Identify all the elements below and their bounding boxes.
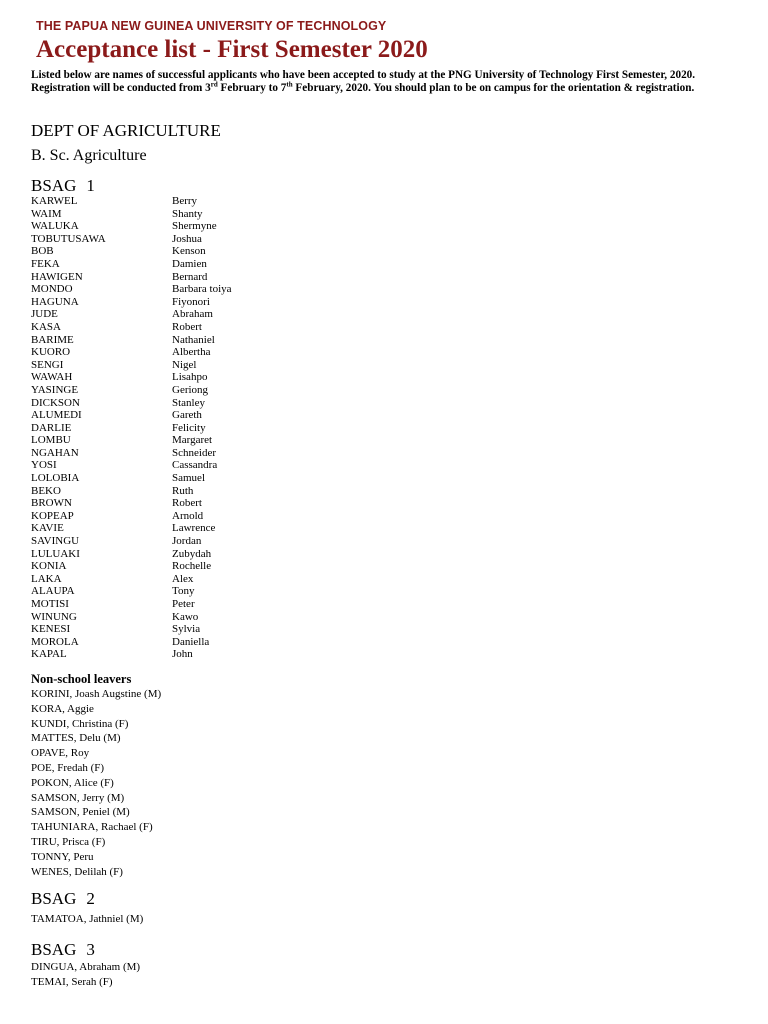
student-first-name: Albertha <box>172 346 211 359</box>
student-surname: WINUNG <box>31 610 77 623</box>
student-surname: MOTISI <box>31 598 69 610</box>
student-surname: BARIME <box>31 333 74 346</box>
department-heading: DEPT OF AGRICULTURE <box>31 121 221 140</box>
student-surname: JUDE <box>31 308 58 321</box>
student-surname: SENGI <box>31 358 64 371</box>
student-row <box>31 409 291 422</box>
student-row <box>31 636 291 649</box>
student-first-name: John <box>172 648 193 661</box>
group-number: 1 <box>86 176 95 195</box>
student-surname: MOROLA <box>31 635 79 648</box>
student-row <box>31 510 291 523</box>
group-label: BSAG <box>31 176 77 195</box>
student-row <box>31 233 291 246</box>
student-surname: LAKA <box>31 572 62 585</box>
list-item: TEMAI, Serah (F) <box>31 975 113 988</box>
student-surname: ALUMEDI <box>31 409 82 422</box>
student-first-name: Joshua <box>172 232 202 245</box>
student-first-name: Schneider <box>172 446 216 459</box>
student-surname: KENESI <box>31 623 71 636</box>
student-row <box>31 208 291 221</box>
list-item: KORINI, Joash Augstine (M) <box>31 688 162 700</box>
student-surname: KARWEL <box>31 195 78 207</box>
student-surname: LOLOBIA <box>31 472 80 485</box>
group-label: BSAG <box>31 940 77 959</box>
student-row <box>31 485 291 498</box>
student-first-name: Nathaniel <box>172 333 215 346</box>
student-row <box>31 422 291 435</box>
student-surname: HAGUNA <box>31 295 79 308</box>
student-row <box>31 598 291 611</box>
student-first-name: Shermyne <box>172 220 217 233</box>
student-row <box>31 623 291 636</box>
student-first-name: Stanley <box>172 396 205 409</box>
student-row <box>31 497 291 510</box>
student-first-name: Berry <box>172 195 198 207</box>
student-first-name: Bernard <box>172 270 208 283</box>
student-row <box>31 195 291 208</box>
bsag1-heading <box>31 176 95 196</box>
student-row <box>31 321 291 334</box>
list-item: MATTES, Delu (M) <box>31 732 121 745</box>
student-row <box>31 220 291 233</box>
student-first-name: Kenson <box>172 245 206 258</box>
student-surname: FEKA <box>31 257 60 270</box>
list-item: WENES, Delilah (F) <box>31 865 123 878</box>
list-item: DINGUA, Abraham (M) <box>31 961 141 973</box>
student-first-name: Nigel <box>172 358 197 371</box>
student-first-name: Jordan <box>172 535 202 548</box>
intro-line-2-part-a: Registration will be conducted from 3 <box>31 82 211 94</box>
intro-line-2-part-b: February to 7 <box>217 82 287 94</box>
non-school-leavers-heading: Non-school leavers <box>31 672 132 686</box>
superscript-rd: rd <box>210 80 218 89</box>
student-surname: BEKO <box>31 484 61 497</box>
student-first-name: Felicity <box>172 421 206 434</box>
list-item: KUNDI, Christina (F) <box>31 717 129 730</box>
student-surname: KASA <box>31 320 61 333</box>
student-first-name: Zubydah <box>172 547 212 560</box>
student-first-name: Fiyonori <box>172 295 210 308</box>
group-label: BSAG <box>31 889 77 908</box>
student-first-name: Arnold <box>172 509 204 522</box>
group-number: 3 <box>86 940 95 959</box>
student-row <box>31 548 291 561</box>
student-surname: TOBUTUSAWA <box>31 232 106 245</box>
non-school-leavers-list <box>31 687 161 879</box>
program-heading: B. Sc. Agriculture <box>31 147 147 164</box>
student-row <box>31 459 291 472</box>
bsag3-heading <box>31 940 95 960</box>
student-surname: WALUKA <box>31 220 79 233</box>
student-surname: KOPEAP <box>31 509 74 522</box>
student-row <box>31 522 291 535</box>
student-surname: KONIA <box>31 560 67 573</box>
superscript-th: th <box>286 80 293 89</box>
university-name: THE PAPUA NEW GUINEA UNIVERSITY OF TECHNOLOGY <box>36 19 387 33</box>
student-row <box>31 384 291 397</box>
student-first-name: Robert <box>172 320 202 333</box>
list-item: TAMATOA, Jathniel (M) <box>31 913 144 925</box>
list-item: SAMSON, Jerry (M) <box>31 791 125 804</box>
bsag3-student-list <box>31 960 140 990</box>
student-surname: WAWAH <box>31 371 73 384</box>
list-item: POE, Fredah (F) <box>31 761 105 774</box>
student-row <box>31 573 291 586</box>
student-first-name: Robert <box>172 497 202 510</box>
student-first-name: Damien <box>172 257 207 270</box>
student-surname: MONDO <box>31 283 73 296</box>
intro-line-1: Listed below are names of successful applicants who have been accepted to study at the PNG University of Technology First Semester, 2020. <box>31 69 696 81</box>
student-first-name: Shanty <box>172 207 203 220</box>
student-surname: LOMBU <box>31 434 71 447</box>
bsag2-student-list <box>31 913 143 925</box>
student-first-name: Gareth <box>172 409 202 422</box>
student-row <box>31 472 291 485</box>
student-surname: WAIM <box>31 207 62 220</box>
student-row <box>31 585 291 598</box>
student-surname: KAPAL <box>31 648 67 661</box>
student-row <box>31 648 291 661</box>
student-row <box>31 535 291 548</box>
student-first-name: Barbara toiya <box>172 283 232 296</box>
list-item: POKON, Alice (F) <box>31 776 114 789</box>
student-row <box>31 611 291 624</box>
student-row <box>31 560 291 573</box>
page-title: Acceptance list - First Semester 2020 <box>36 36 428 63</box>
student-surname: NGAHAN <box>31 446 79 459</box>
student-row <box>31 447 291 460</box>
student-surname: ALAUPA <box>31 585 75 598</box>
student-row <box>31 346 291 359</box>
student-first-name: Rochelle <box>172 560 212 573</box>
student-surname: LULUAKI <box>31 547 80 560</box>
student-row <box>31 397 291 410</box>
student-first-name: Sylvia <box>172 623 201 636</box>
list-item: OPAVE, Roy <box>31 747 90 760</box>
intro-line-2-part-c: February, 2020. You should plan to be on campus for the orientation & registration. <box>292 82 695 94</box>
student-row <box>31 371 291 384</box>
list-item: SAMSON, Peniel (M) <box>31 806 130 819</box>
student-surname: YOSI <box>31 459 57 472</box>
student-first-name: Lisahpo <box>172 371 208 384</box>
student-row <box>31 271 291 284</box>
student-first-name: Abraham <box>172 308 213 321</box>
student-surname: DARLIE <box>31 421 72 434</box>
list-item: KORA, Aggie <box>31 702 94 715</box>
student-row <box>31 334 291 347</box>
student-surname: SAVINGU <box>31 535 80 548</box>
student-surname: HAWIGEN <box>31 270 83 283</box>
student-first-name: Cassandra <box>172 459 218 472</box>
student-row <box>31 308 291 321</box>
group-number: 2 <box>86 889 95 908</box>
student-row <box>31 245 291 258</box>
intro-paragraph <box>31 69 761 95</box>
student-first-name: Peter <box>172 598 195 610</box>
student-row <box>31 434 291 447</box>
student-first-name: Daniella <box>172 635 210 648</box>
student-row <box>31 296 291 309</box>
student-surname: KUORO <box>31 346 71 359</box>
bsag2-heading <box>31 889 95 909</box>
intro-line-2 <box>31 82 761 95</box>
student-first-name: Samuel <box>172 472 205 485</box>
student-surname: KAVIE <box>31 522 64 535</box>
student-surname: BROWN <box>31 497 72 510</box>
student-row <box>31 258 291 271</box>
student-surname: BOB <box>31 245 54 258</box>
student-surname: YASINGE <box>31 383 79 396</box>
bsag1-student-list <box>31 195 291 661</box>
list-item: TIRU, Prisca (F) <box>31 835 106 848</box>
student-first-name: Alex <box>172 572 194 585</box>
student-first-name: Ruth <box>172 484 194 497</box>
student-first-name: Kawo <box>172 610 199 623</box>
student-row <box>31 283 291 296</box>
student-row <box>31 359 291 372</box>
student-first-name: Geriong <box>172 383 209 396</box>
student-first-name: Tony <box>172 585 195 598</box>
student-first-name: Lawrence <box>172 522 216 535</box>
student-first-name: Margaret <box>172 434 213 447</box>
list-item: TAHUNIARA, Rachael (F) <box>31 821 153 834</box>
list-item: TONNY, Peru <box>31 850 94 863</box>
student-surname: DICKSON <box>31 396 80 409</box>
